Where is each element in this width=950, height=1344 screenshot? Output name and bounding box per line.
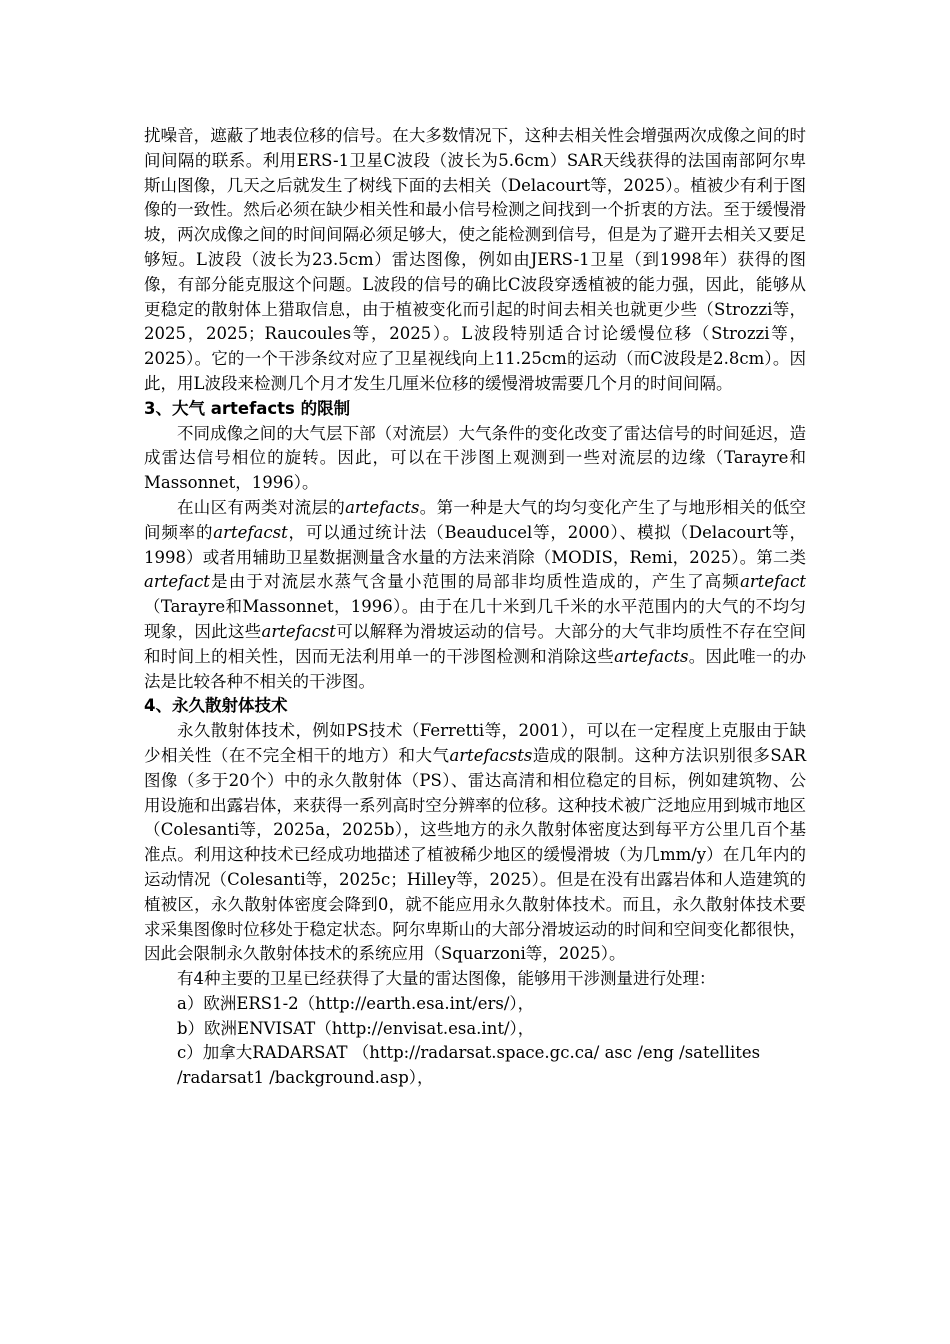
- section-heading-3: 3、大气 artefacts 的限制: [144, 398, 351, 418]
- section-heading-4: 4、永久散射体技术: [144, 696, 288, 716]
- paragraph-1: 扰噪音，遮蔽了地表位移的信号。在大多数情况下，这种去相关性会增强两次成像之间的时间间隔的联系。利用ERS-1卫星C波段（波长为5.6cm）SAR天线获得的法国南部阿尔卑斯山图像，几天之后就发生了树线下面的去相关（Delacourt等，2025）。植被少有利于图像的一致性。然后必须在缺少相关性和最小信号检测之间找到一个折衷的方法。至于缓慢滑坡，两次成像之间的时间间隔必须足够大，使之能检测到信号，但是为了避开去相关又要足够短。L波段（波长为23.5cm）雷达图像，例如由JERS-1卫星（到1998年）获得的图像，有部分能克服这个问题。L波段的信号的确比C波段穿透植被的能力强，因此，能够从更稳定的散射体上猎取信息，由于植被变化而引起的时间去相关也就更少些（Strozzi等，2025，2025；Raucoules等，2025）。L波段特别适合讨论缓慢位移（Strozzi等，2025）。它的一个干涉条纹对应了卫星视线向上11.25cm的运动（而C波段是2.8cm）。因此，用L波段来检测几个月才发生几厘米位移的缓慢滑坡需要几个月的时间间隔。: [144, 126, 806, 393]
- list-item: c）加拿大RADARSAT （http://radarsat.space.gc.ca/ asc /eng /satellites /radarsat1 /background.asp），: [177, 1043, 761, 1088]
- list-item: a）欧洲ERS1-2（http://earth.esa.int/ers/），: [177, 993, 535, 1013]
- paragraph-2: 不同成像之间的大气层下部（对流层）大气条件的变化改变了雷达信号的时间延迟，造成雷达信号相位的旋转。因此，可以在干涉图上观测到一些对流层的边缘（Tarayre和Massonnet，1996）。: [144, 423, 806, 493]
- paragraph-3: 在山区有两类对流层的artefacts。第一种是大气的均匀变化产生了与地形相关的低空间频率的artefacst，可以通过统计法（Beauducel等，2000）、模拟（Delacourt等，1998）或者用辅助卫星数据测量含水量的方法来消除（MODIS，Remi，2025）。第二类artefact是由于对流层水蒸气含量小范围的局部非均质性造成的，产生了高频artefact（Tarayre和Massonnet，1996）。由于在几十米到几千米的水平范围内的大气的不均匀现象，因此这些artefacst可以解释为滑坡运动的信号。大部分的大气非均质性不存在空间和时间上的相关性，因而无法利用单一的干涉图检测和消除这些artefacts。因此唯一的办法是比较各种不相关的干涉图。: [144, 497, 807, 691]
- paragraph-4: 永久散射体技术，例如PS技术（Ferretti等，2001），可以在一定程度上克服由于缺少相关性（在不完全相干的地方）和大气artefacsts造成的限制。这种方法识别很多SAR图像（多于20个）中的永久散射体（PS）、雷达高清和相位稳定的目标，例如建筑物、公用设施和出露岩体，来获得一系列高时空分辨率的位移。这种技术被广泛地应用到城市地区（Colesanti等，2025a，2025b），这些地方的永久散射体密度达到每平方公里几百个基准点。利用这种技术已经成功地描述了植被稀少地区的缓慢滑坡（为几mm/y）在几年内的运动情况（Colesanti等，2025c；Hilley等，2025）。但是在没有出露岩体和人造建筑的植被区，永久散射体密度会降到0，就不能应用永久散射体技术。而且，永久散射体技术要求采集图像时位移处于稳定状态。阿尔卑斯山的大部分滑坡运动的时间和空间变化都很快，因此会限制永久散射体技术的系统应用（Squarzoni等，2025）。: [144, 721, 806, 964]
- document-page: [144, 124, 806, 1091]
- paragraph-5: 有4种主要的卫星已经获得了大量的雷达图像，能够用干涉测量进行处理：: [177, 969, 716, 989]
- list-item: b）欧洲ENVISAT（http://envisat.esa.int/），: [177, 1018, 535, 1038]
